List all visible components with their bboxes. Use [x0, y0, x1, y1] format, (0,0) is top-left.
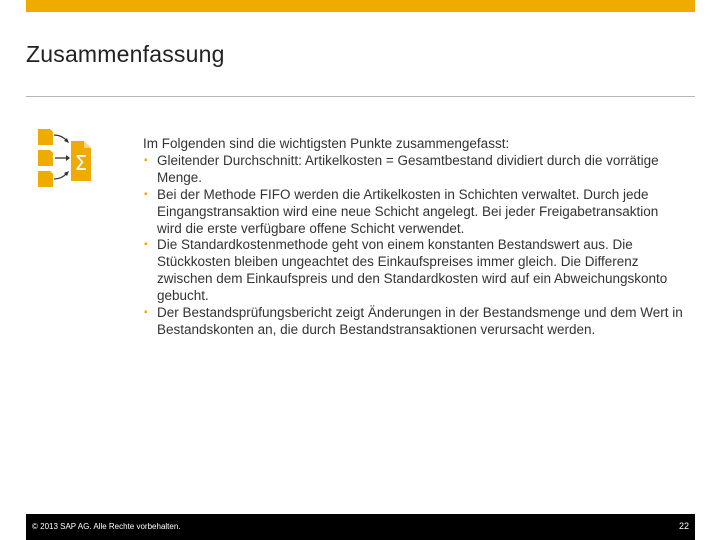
list-item	[143, 305, 683, 339]
summary-list	[143, 153, 683, 339]
summary-content	[143, 136, 683, 339]
brand-bar	[26, 0, 695, 12]
summary-sigma-icon	[38, 127, 108, 191]
bullet-marker: ▪	[144, 239, 148, 251]
svg-text:Σ: Σ	[74, 151, 88, 175]
list-item	[143, 187, 683, 238]
list-item-text: Die Standardkostenmethode geht von einem konstanten Bestandswert aus. Die Stückkosten bleiben ungeachtet des Einkaufspreises immer gleich. Die Differenz zwischen dem Einkaufspreis und den Standardkosten wird auf ein Abweichungskonto gebucht.	[157, 237, 668, 304]
intro-text: Im Folgenden sind die wichtigsten Punkte zusammengefasst:	[143, 136, 510, 151]
page-number: 22	[678, 521, 689, 531]
bullet-marker: ▪	[144, 188, 148, 200]
list-item-text: Gleitender Durchschnitt: Artikelkosten = Gesamtbestand dividiert durch die vorrätige Menge.	[157, 152, 659, 185]
copyright-text: © 2013 SAP AG. Alle Rechte vorbehalten.	[32, 522, 181, 531]
bullet-marker: ▪	[144, 307, 148, 319]
list-item	[143, 153, 683, 187]
bullet-marker: ▪	[144, 154, 148, 166]
footer-bar	[26, 514, 695, 540]
title-divider	[26, 96, 695, 97]
list-item	[143, 237, 683, 305]
page-title: Zusammenfassung	[26, 41, 225, 67]
list-item-text: Bei der Methode FIFO werden die Artikelkosten in Schichten verwaltet. Durch jede Eingangstransaktion wird eine neue Schicht angelegt. Bei jeder Freigabetransaktion wird die erste verfügbare offene Schicht verwendet.	[157, 186, 659, 236]
list-item-text: Der Bestandsprüfungsbericht zeigt Änderungen in der Bestandsmenge und dem Wert in Bestandskonten an, die durch Bestandstransaktionen verursacht werden.	[157, 305, 683, 337]
